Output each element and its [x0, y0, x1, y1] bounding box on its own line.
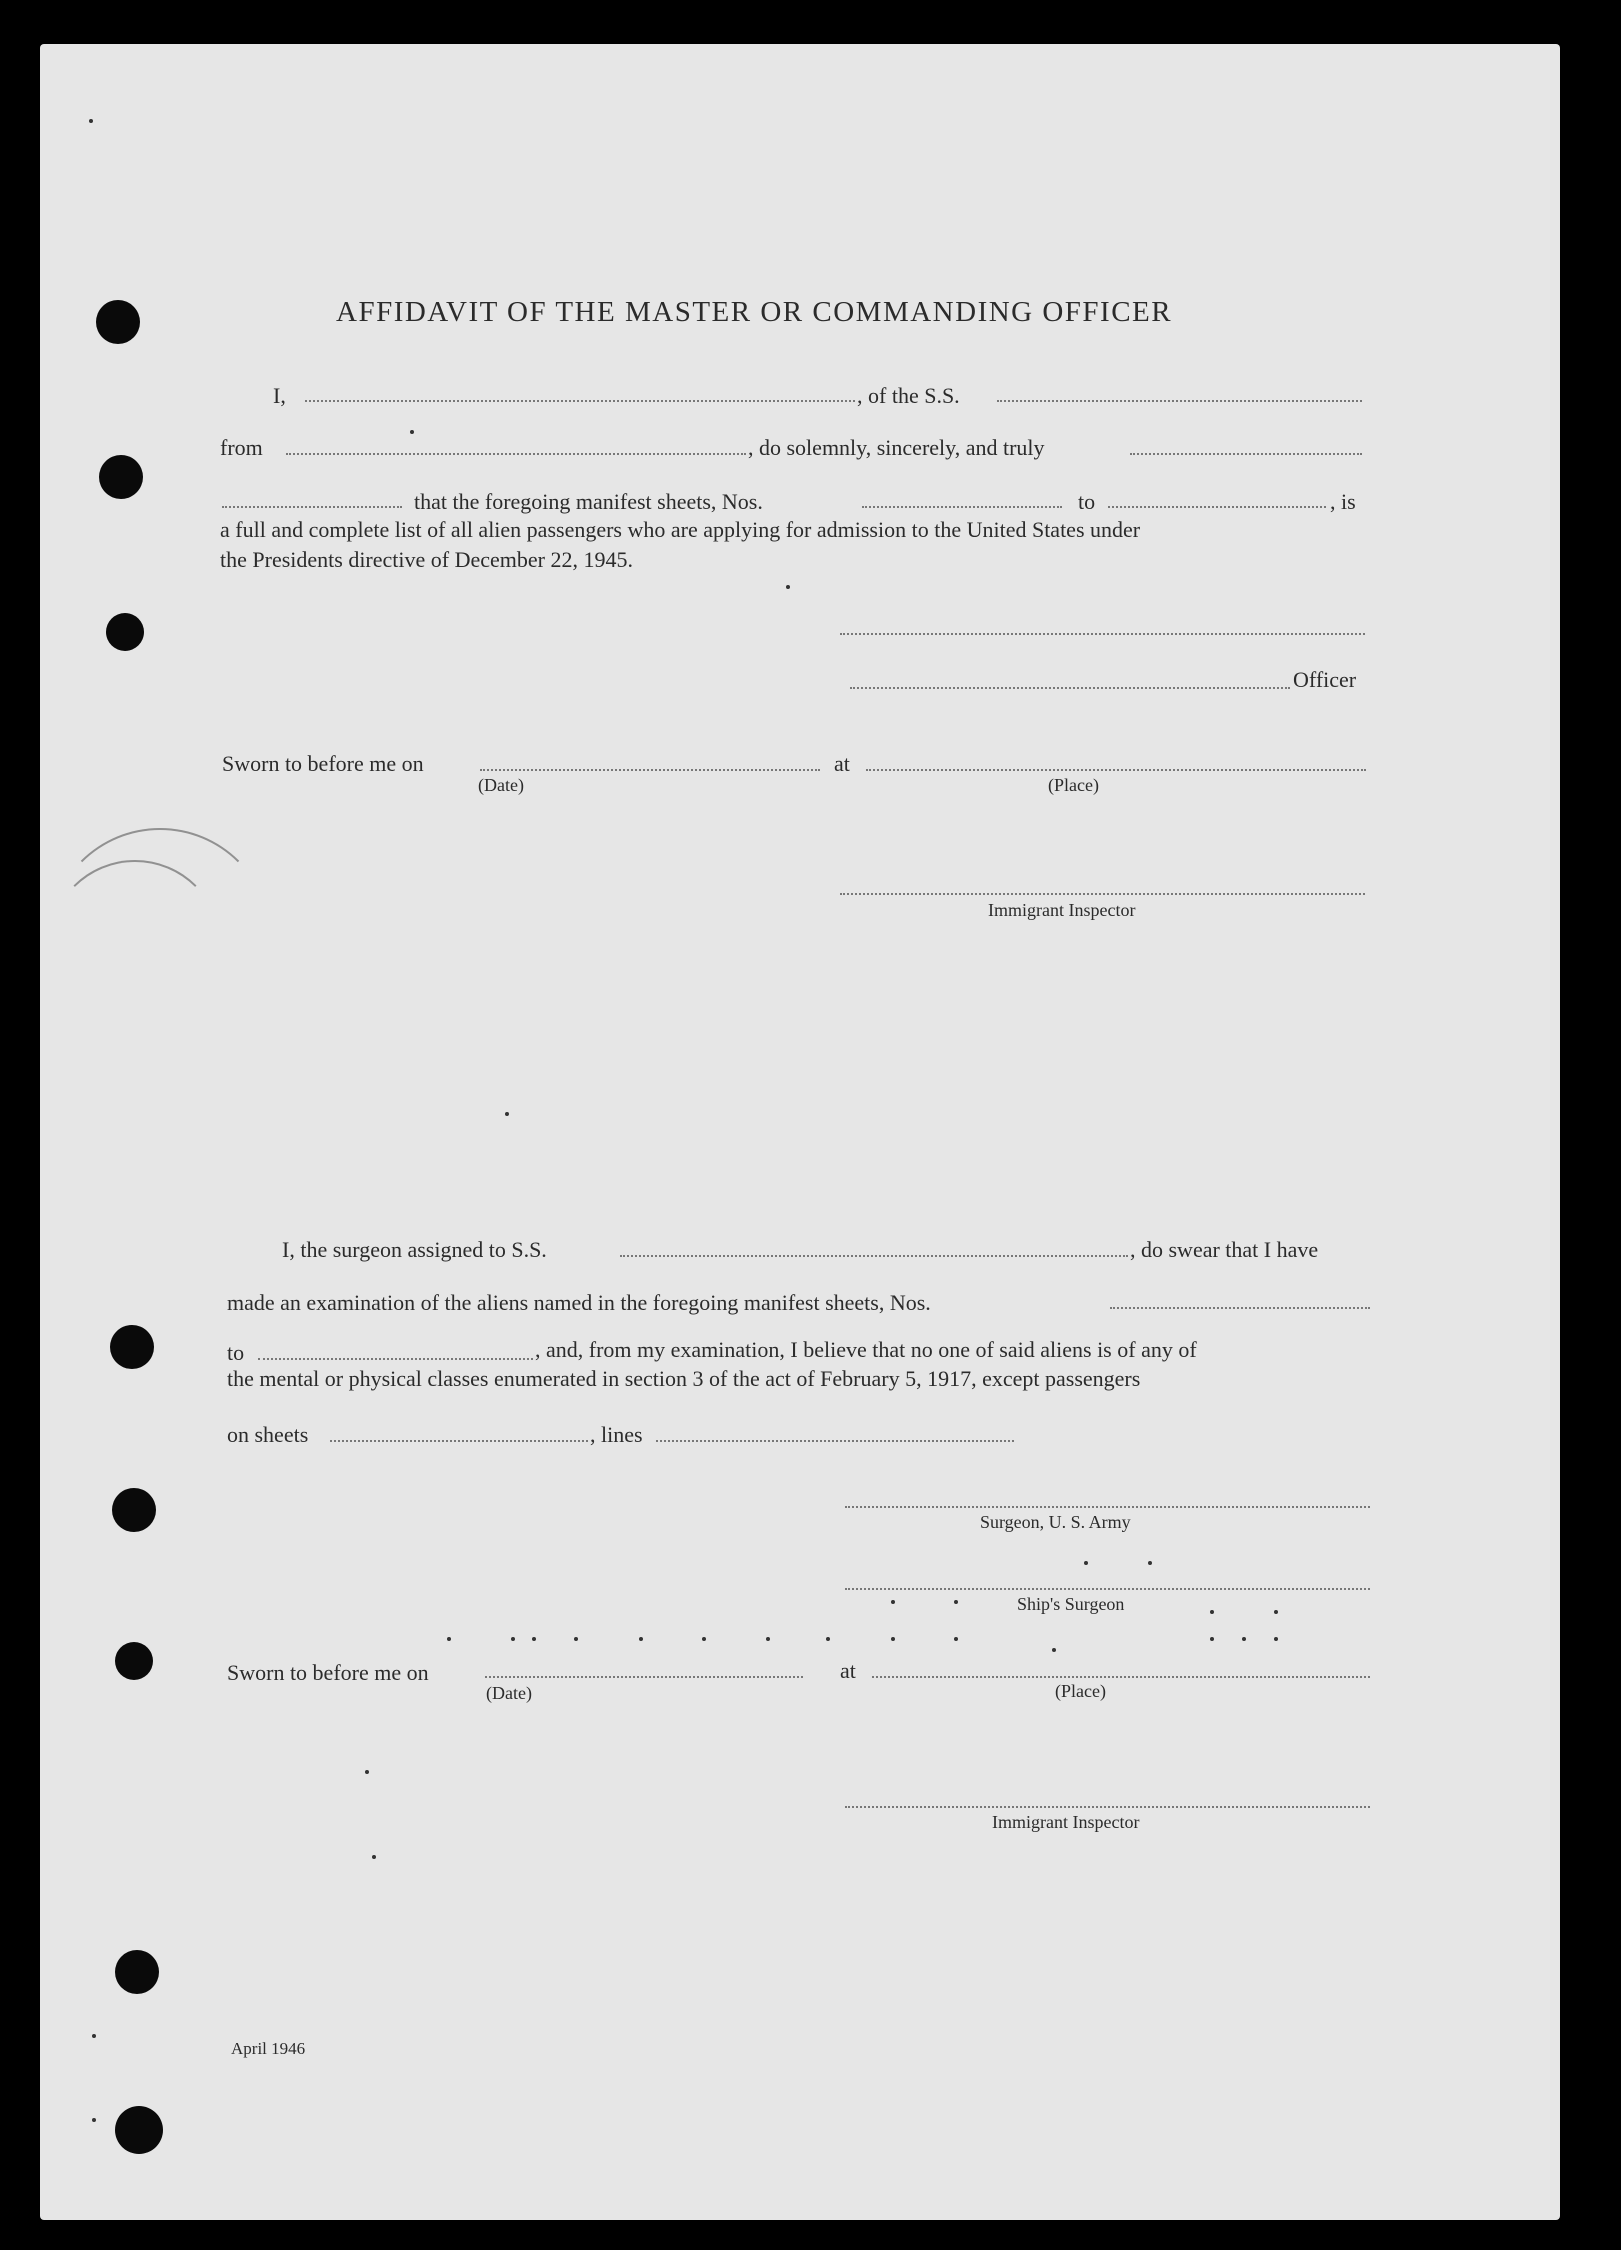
lines-field[interactable] — [656, 1440, 1014, 1442]
punch-hole — [115, 1950, 159, 1994]
manifest-sheets-label: that the foregoing manifest sheets, Nos. — [414, 489, 763, 514]
speck — [1274, 1610, 1278, 1614]
speck — [574, 1637, 578, 1641]
to-label: to — [1078, 489, 1096, 514]
speck — [1210, 1637, 1214, 1641]
speck — [766, 1637, 770, 1641]
at-label: at — [834, 751, 850, 776]
stamp-mark — [48, 860, 222, 1034]
speck — [702, 1637, 706, 1641]
officer-label: Officer — [1293, 667, 1357, 692]
is-label: , is — [1330, 489, 1356, 514]
speck — [89, 119, 93, 123]
sworn-place-field-2[interactable] — [872, 1676, 1370, 1678]
ship-surgeon-signature-line[interactable] — [845, 1588, 1370, 1590]
form-page — [40, 44, 1560, 2220]
sheets-field[interactable] — [330, 1440, 588, 1442]
speck — [1210, 1610, 1214, 1614]
surgeon-sheet-to-field[interactable] — [258, 1358, 533, 1360]
army-surgeon-label: Surgeon, U. S. Army — [980, 1512, 1131, 1532]
punch-hole — [115, 1642, 153, 1680]
speck — [1274, 1637, 1278, 1641]
master-text-line: a full and complete list of all alien passengers who are applying for admission to the United States under — [220, 517, 1141, 542]
form-title: AFFIDAVIT OF THE MASTER OR COMMANDING OFFICER — [336, 296, 1173, 328]
punch-hole — [115, 2106, 163, 2154]
speck — [891, 1600, 895, 1604]
speck — [447, 1637, 451, 1641]
speck — [511, 1637, 515, 1641]
solemnly-label: , do solemnly, sincerely, and truly — [748, 435, 1045, 460]
oath-word-field[interactable] — [222, 506, 402, 508]
officer-signature-line-1[interactable] — [840, 633, 1365, 635]
sworn-label: Sworn to before me on — [222, 751, 424, 776]
date-caption: (Date) — [486, 1683, 532, 1703]
date-caption: (Date) — [478, 775, 524, 795]
speck — [372, 1855, 376, 1859]
inspector-signature-line-2[interactable] — [845, 1806, 1370, 1808]
oath-field[interactable] — [1130, 453, 1362, 455]
speck — [532, 1637, 536, 1641]
army-surgeon-signature-line[interactable] — [845, 1506, 1370, 1508]
punch-hole — [99, 455, 143, 499]
surgeon-text-line: made an examination of the aliens named in the foregoing manifest sheets, Nos. — [227, 1290, 931, 1315]
sworn-date-field[interactable] — [480, 769, 820, 771]
speck — [891, 1637, 895, 1641]
surgeon-sheet-from-field[interactable] — [1110, 1307, 1370, 1309]
inspector-label: Immigrant Inspector — [988, 900, 1136, 920]
sworn-place-field[interactable] — [866, 769, 1366, 771]
speck — [954, 1600, 958, 1604]
surgeon-to-label: to — [227, 1340, 245, 1365]
surgeon-label: I, the surgeon assigned to S.S. — [282, 1237, 547, 1262]
punch-hole — [110, 1325, 154, 1369]
speck — [365, 1770, 369, 1774]
speck — [639, 1637, 643, 1641]
of-ss-label: , of the S.S. — [857, 383, 960, 408]
speck — [505, 1112, 509, 1116]
swear-label: , do swear that I have — [1130, 1237, 1319, 1262]
place-caption: (Place) — [1055, 1681, 1106, 1701]
speck — [1052, 1648, 1056, 1652]
sworn-label: Sworn to before me on — [227, 1660, 429, 1685]
sworn-date-field-2[interactable] — [485, 1676, 803, 1678]
ship-name-field[interactable] — [997, 400, 1362, 402]
speck — [92, 2118, 96, 2122]
from-label: from — [220, 435, 263, 460]
sheet-from-field[interactable] — [862, 506, 1062, 508]
sheet-to-field[interactable] — [1108, 506, 1326, 508]
master-i-label: I, — [273, 383, 286, 408]
speck — [954, 1637, 958, 1641]
inspector-label: Immigrant Inspector — [992, 1812, 1140, 1832]
speck — [1148, 1561, 1152, 1565]
speck — [1242, 1637, 1246, 1641]
place-caption: (Place) — [1048, 775, 1099, 795]
punch-hole — [106, 613, 144, 651]
examination-label: , and, from my examination, I believe that no one of said aliens is of any of — [535, 1337, 1197, 1362]
master-name-field[interactable] — [305, 400, 855, 402]
speck — [92, 2034, 96, 2038]
lines-label: , lines — [590, 1422, 643, 1447]
master-text-line: the Presidents directive of December 22, 1945. — [220, 547, 633, 572]
ship-surgeon-label: Ship's Surgeon — [1017, 1594, 1125, 1614]
surgeon-ship-field[interactable] — [620, 1255, 1128, 1257]
form-date: April 1946 — [231, 2039, 306, 2058]
from-field[interactable] — [286, 453, 746, 455]
punch-hole — [112, 1488, 156, 1532]
on-sheets-label: on sheets — [227, 1422, 309, 1447]
inspector-signature-line[interactable] — [840, 893, 1365, 895]
speck — [786, 585, 790, 589]
surgeon-text-line: the mental or physical classes enumerated in section 3 of the act of February 5, 1917, except passengers — [227, 1366, 1141, 1391]
officer-signature-line-2[interactable] — [850, 687, 1290, 689]
punch-hole — [96, 300, 140, 344]
speck — [826, 1637, 830, 1641]
speck — [1084, 1561, 1088, 1565]
at-label: at — [840, 1658, 856, 1683]
speck — [410, 430, 414, 434]
